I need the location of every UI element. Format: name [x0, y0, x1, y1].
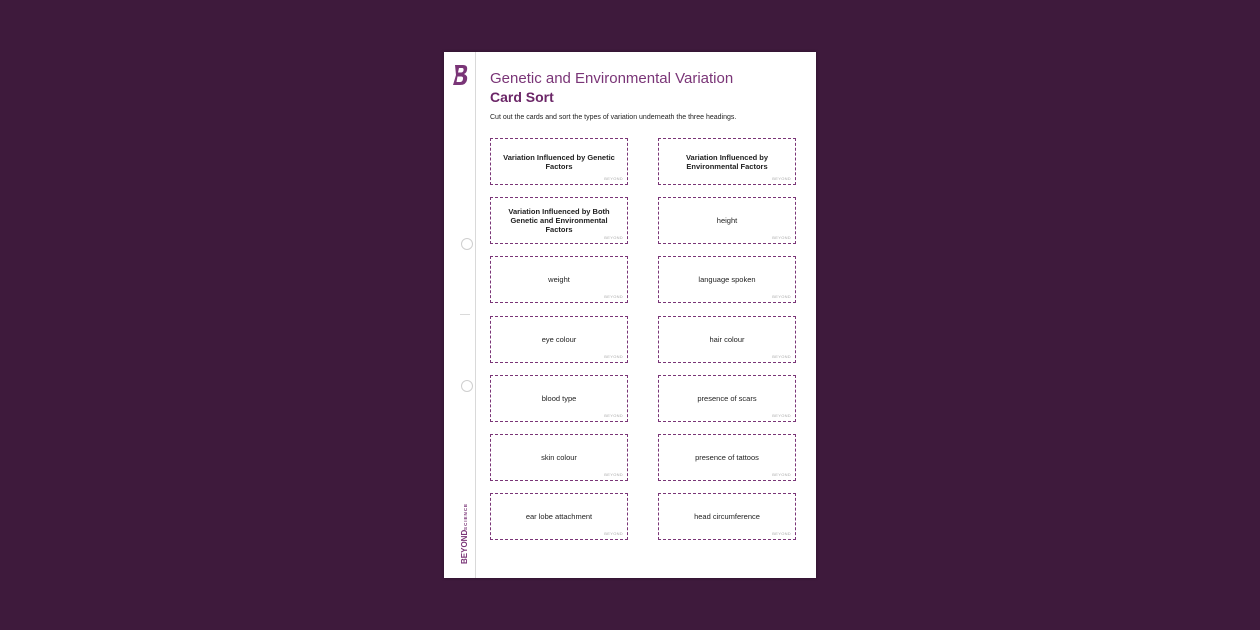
variation-card [658, 434, 796, 481]
card-label: head circumference [694, 512, 760, 522]
worksheet-page [444, 52, 816, 578]
page-subtitle: Card Sort [490, 89, 554, 105]
card-brand-mark: BEYOND [772, 412, 791, 418]
card-brand-mark: BEYOND [772, 472, 791, 477]
card-brand-mark: BEYOND [604, 412, 623, 418]
card-brand-mark: BEYOND [772, 176, 791, 181]
card-brand-mark: BEYOND [772, 235, 791, 241]
brand-vertical-subtext: SCIENCE [463, 502, 468, 530]
card-label: Variation Influenced by Environmental Factors [685, 152, 769, 171]
card-brand-mark: BEYOND [604, 353, 623, 359]
card-brand-mark: BEYOND [604, 176, 623, 181]
card-label: height [716, 216, 738, 226]
page-title: Genetic and Environmental Variation [490, 70, 734, 87]
card-label: ear lobe attachment [525, 512, 593, 522]
beyond-b-logo-icon [452, 64, 469, 86]
heading-card [490, 138, 628, 185]
margin-divider [475, 52, 476, 578]
punch-hole-icon [461, 238, 473, 250]
variation-card [658, 316, 796, 363]
card-label: Variation Influenced by Genetic Factors [503, 152, 615, 171]
beyond-science-wordmark [448, 486, 472, 566]
variation-card [658, 375, 796, 422]
card-label: blood type [541, 393, 577, 403]
variation-card [490, 316, 628, 363]
card-brand-mark: BEYOND [772, 531, 791, 537]
card-label: Variation Influenced by Both Genetic and Environmental Factors [508, 207, 610, 235]
card-brand-mark: BEYOND [772, 353, 791, 359]
instructions-text: Cut out the cards and sort the types of variation underneath the three headings. [490, 114, 737, 121]
fold-mark [460, 314, 470, 315]
card-brand-mark: BEYOND [604, 294, 623, 300]
card-label: presence of scars [697, 393, 757, 403]
card-label: eye colour [541, 334, 577, 344]
variation-card [490, 493, 628, 540]
card-brand-mark: BEYOND [604, 531, 623, 537]
variation-card [658, 493, 796, 540]
brand-vertical-text: BEYOND [460, 529, 469, 564]
variation-card [490, 434, 628, 481]
variation-card [658, 197, 796, 244]
variation-card [490, 375, 628, 422]
card-brand-mark: BEYOND [604, 472, 623, 477]
card-label: weight [548, 275, 570, 285]
heading-card [490, 197, 628, 244]
variation-card [490, 256, 628, 303]
card-label: presence of tattoos [695, 453, 759, 462]
card-label: skin colour [541, 453, 577, 462]
card-brand-mark: BEYOND [772, 294, 791, 300]
card-label: language spoken [698, 275, 756, 285]
variation-card [658, 256, 796, 303]
card-brand-mark: BEYOND [604, 235, 623, 241]
heading-card [658, 138, 796, 185]
punch-hole-icon [461, 380, 473, 392]
card-label: hair colour [709, 334, 745, 344]
